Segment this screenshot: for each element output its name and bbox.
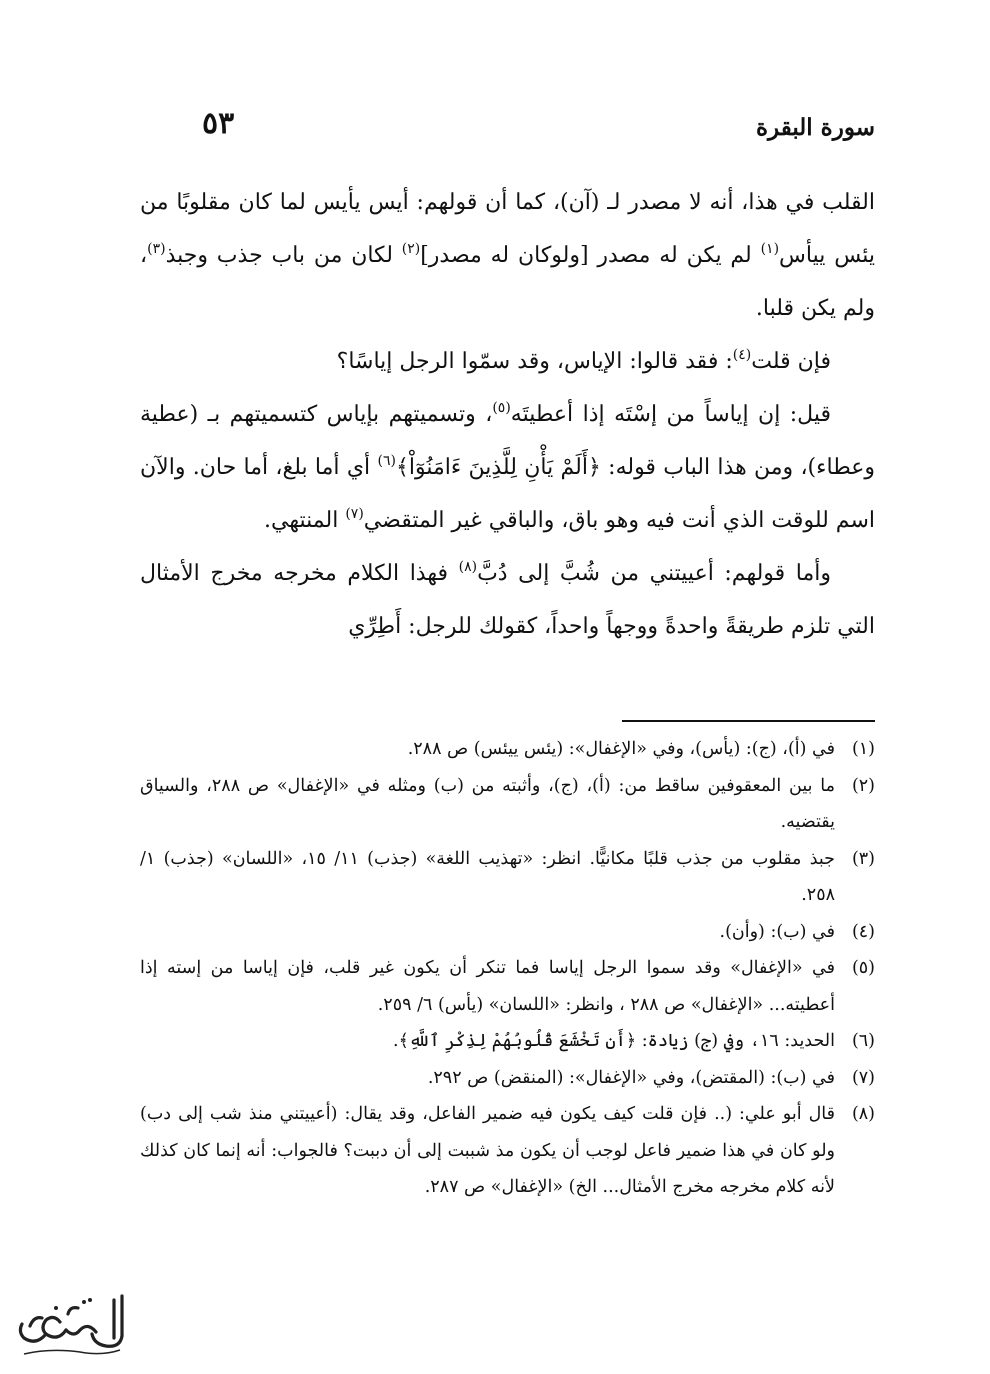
footnote-8 bbox=[140, 1096, 875, 1206]
footnote-text: ما بين المعقوفين ساقط من: (أ)، (ج)، وأثبته من (ب) ومثله في «الإغفال» ص ٢٨٨، والسياق يقتضيه. bbox=[140, 775, 835, 832]
calligraphy-logo-icon bbox=[10, 1286, 134, 1362]
paragraph-2 bbox=[140, 335, 875, 388]
footnote-4 bbox=[140, 914, 875, 951]
main-text bbox=[140, 176, 875, 653]
footnote-ref[interactable]: (٨) bbox=[458, 559, 478, 575]
paragraph-text: وأما قولهم: أعييتني من شُبَّ إلى دُبَّ bbox=[477, 561, 831, 586]
paragraph-text: قيل: إن إياساً من إسْتَه إذا أعطيتَه bbox=[510, 402, 831, 427]
footnote-ref[interactable]: (٥) bbox=[492, 400, 511, 416]
footnote-2 bbox=[140, 768, 875, 841]
footnote-ref[interactable]: (٤) bbox=[732, 347, 752, 363]
footnote-number: (٧) bbox=[851, 1067, 875, 1088]
page-header bbox=[140, 104, 875, 154]
paragraph-1 bbox=[140, 176, 875, 335]
footnote-divider bbox=[622, 720, 875, 722]
footnote-text: قال أبو علي: (.. فإن قلت كيف يكون فيه ضمير الفاعل، وقد يقال: (أعييتني منذ شب إلى دب) ولو كان في هذا ضمير فاعل لوجب أن يكون مذ شببت إلى أن دببت؟ فالجواب: أنه إنما كان كذلك لأنه كلام مخرجه مخرج الأمثال... الخ) «الإغفال» ص ٢٨٧. bbox=[140, 1104, 835, 1197]
footnote-1 bbox=[140, 731, 875, 768]
surah-title: سورة البقرة bbox=[755, 114, 875, 141]
footnote-number: (٤) bbox=[851, 921, 875, 942]
footnote-3 bbox=[140, 841, 875, 914]
footnote-number: (٢) bbox=[851, 775, 875, 796]
footnote-5 bbox=[140, 950, 875, 1023]
paragraph-text: فهذا الكلام مخرجه مخرج الأمثال التي تلزم طريقةً واحدةً ووجهاً واحداً، كقولك للرجل: أَطِرِّي bbox=[140, 561, 875, 639]
footnote-7 bbox=[140, 1060, 875, 1097]
footnote-text: في «الإغفال» وقد سموا الرجل إياسا فما تنكر أن يكون غير قلب، فإن إياسا من إسته إذا أعطيته... «الإغفال» ص ٢٨٨ ، وانظر: «اللسان» (يأس) ٦/ ٢٥٩. bbox=[140, 958, 835, 1015]
footnote-ref[interactable]: (٦) bbox=[377, 453, 396, 469]
paragraph-text: ، ولم يكن قلبا. bbox=[140, 243, 875, 321]
paragraph-3 bbox=[140, 388, 875, 547]
footnote-number: (١) bbox=[851, 739, 875, 759]
paragraph-text: لم يكن له مصدر [ولوكان له مصدر] bbox=[420, 243, 761, 268]
paragraph-text: القلب في هذا، أنه لا مصدر لـ (آن)، كما أن قولهم: أيس يأيس لما كان مقلوبًا من يئس ييأس bbox=[140, 190, 875, 268]
footnote-ref[interactable]: (٢) bbox=[401, 241, 421, 257]
paragraph-4 bbox=[140, 547, 875, 653]
footnote-number: (٣) bbox=[851, 848, 875, 869]
paragraph-text: لكان من باب جذب وجبذ bbox=[165, 243, 402, 268]
footnote-text: في (ب): (وأن). bbox=[719, 921, 835, 942]
footnote-number: (٨) bbox=[851, 1104, 875, 1124]
page-number: ٥٣ bbox=[202, 106, 235, 141]
footnote-text: في (أ)، (ج): (يأس)، وفي «الإغفال»: (يئس ييئس) ص ٢٨٨. bbox=[407, 739, 835, 759]
paragraph-text: أي أما بلغ، أما حان. والآن اسم للوقت الذي أنت فيه وهو باق، والباقي غير المتقضي bbox=[140, 455, 875, 533]
footnote-text: جبذ مقلوب من جذب قلبًا مكانيًّا. انظر: «تهذيب اللغة» (جذب) ١١/ ١٥، «اللسان» (جذب) ١/ ٢٥٨. bbox=[140, 848, 835, 905]
footnote-6 bbox=[140, 1023, 875, 1060]
paragraph-text: فإن قلت bbox=[751, 349, 831, 374]
footnote-number: (٥) bbox=[851, 958, 875, 978]
footnote-text: في (ب): (المقتض)، وفي «الإغفال»: (المنقض) ص ٢٩٢. bbox=[427, 1067, 835, 1088]
footnote-text: الحديد: ١٦، وفي (ج) زيادة: ﴿أَن تَخْشَعَ قُلُوبُهُمْ لِذِكْرِ ٱللَّهِ﴾. bbox=[393, 1031, 835, 1051]
footnote-ref[interactable]: (١) bbox=[760, 241, 780, 257]
paragraph-text: المنتهي. bbox=[264, 508, 346, 533]
footnotes bbox=[140, 731, 875, 1206]
paragraph-text: ، وتسميتهم بإياس كتسميتهم بـ (عطية وعطاء)، ومن هذا الباب قوله: ﴿أَلَمْ يَأْنِ لِلَّذِينَ ءَامَنُوٓاْ﴾ bbox=[140, 402, 875, 480]
footnote-ref[interactable]: (٧) bbox=[345, 506, 364, 522]
footnote-number: (٦) bbox=[851, 1031, 875, 1051]
footnote-ref[interactable]: (٣) bbox=[147, 241, 166, 257]
paragraph-text: : فقد قالوا: الإياس، وقد سمّوا الرجل إياسًا؟ bbox=[336, 349, 733, 374]
